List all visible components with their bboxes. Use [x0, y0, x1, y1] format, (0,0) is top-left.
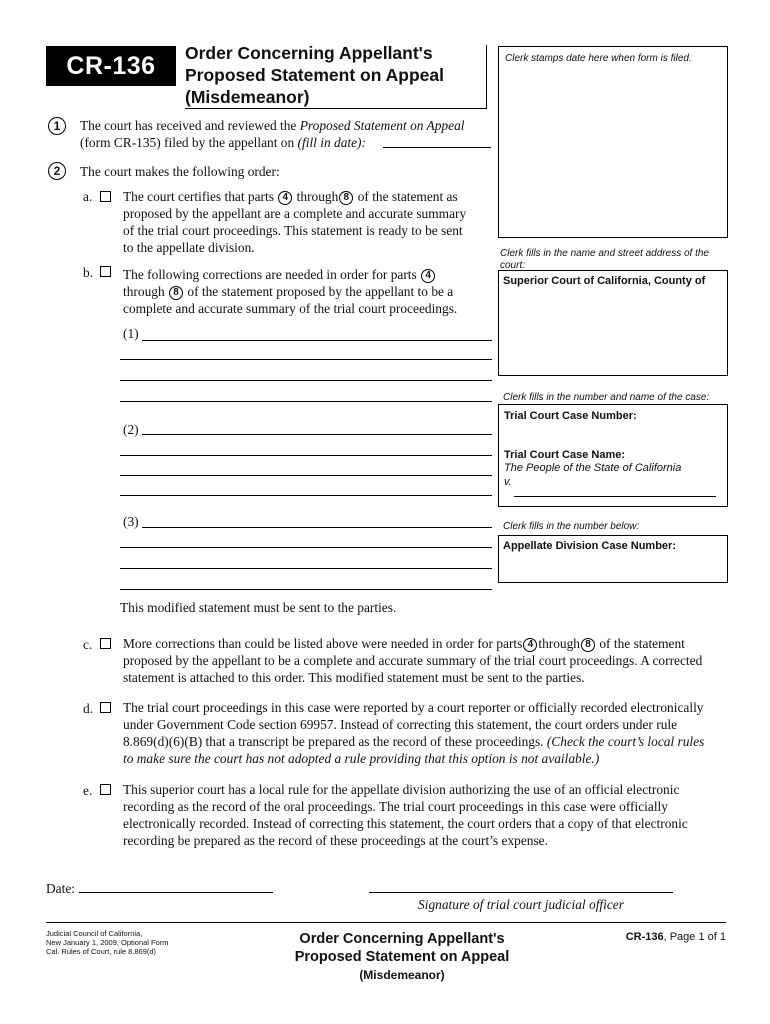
title-line-3: (Misdemeanor)	[185, 87, 310, 107]
footer-left-1: Judicial Council of California,	[46, 929, 143, 938]
option-a-letter: a.	[83, 189, 93, 204]
footer-left-3: Cal. Rules of Court, rule 8.869(d)	[46, 947, 157, 956]
footer-title-3: (Misdemeanor)	[359, 968, 445, 982]
modified-note: This modified statement must be sent to the parties.	[120, 600, 397, 615]
a-l1-c: of the statement as	[357, 189, 458, 204]
form-code-badge	[46, 46, 176, 86]
case-hint: Clerk fills in the number and name of the case:	[503, 392, 710, 403]
option-d-text	[123, 699, 753, 767]
case-number-label: Trial Court Case Number:	[504, 410, 637, 422]
option-a-text	[123, 188, 493, 256]
correction-3-line-2[interactable]	[120, 547, 492, 548]
option-c-line-2: proposed by the appellant to be a complete and accurate summary of the trial court proceedings. A corrected	[123, 653, 703, 668]
option-b-text	[123, 266, 493, 317]
title-line-2: Proposed Statement on Appeal	[185, 65, 444, 85]
option-d-line-3	[123, 733, 753, 750]
date-label: Date:	[46, 881, 75, 896]
court-hint-line-2: court:	[500, 260, 526, 271]
option-d-checkbox[interactable]	[100, 702, 111, 713]
correction-3-label: (3)	[123, 514, 139, 529]
appellate-label: Appellate Division Case Number:	[503, 540, 676, 552]
item-1-line-2	[80, 134, 490, 151]
b-l1: The following corrections are needed in order for parts	[123, 267, 417, 282]
option-a-line-4: to the appellate division.	[123, 240, 255, 255]
title-divider	[185, 108, 487, 109]
option-a-line-3: of the trial court proceedings. This statement is ready to be sent	[123, 223, 463, 238]
option-b-letter: b.	[83, 265, 94, 280]
correction-1-line-2[interactable]	[120, 359, 492, 360]
clerk-stamp-hint: Clerk stamps date here when form is filed.	[505, 53, 692, 64]
option-c-line-1	[123, 635, 743, 652]
correction-1-label: (1)	[123, 326, 139, 341]
option-a-checkbox[interactable]	[100, 191, 111, 202]
signature-label: Signature of trial court judicial officer	[418, 897, 624, 912]
option-b-line-1	[123, 266, 493, 283]
option-c-text	[123, 635, 743, 686]
case-name-value: The People of the State of California	[504, 462, 682, 474]
title-divider-vertical	[486, 45, 487, 109]
part-8-circle: 8	[339, 191, 353, 205]
court-hint-line-1: Clerk fills in the name and street address of the	[500, 248, 709, 259]
option-d-line-4: to make sure the court has not adopted a rule providing that this option is not available.)	[123, 751, 600, 766]
option-b-checkbox[interactable]	[100, 266, 111, 277]
correction-3-line-1[interactable]	[142, 527, 492, 528]
correction-2-line-4[interactable]	[120, 495, 492, 496]
correction-3-line-3[interactable]	[120, 568, 492, 569]
a-l1-a: The court certifies that parts	[123, 189, 274, 204]
case-v: v.	[504, 476, 512, 488]
court-label: Superior Court of California, County of	[503, 275, 706, 287]
correction-1-line-1[interactable]	[142, 340, 492, 341]
date-field[interactable]	[79, 892, 273, 893]
option-b-line-3: complete and accurate summary of the trial court proceedings.	[123, 301, 458, 316]
clerk-stamp-box[interactable]	[498, 46, 728, 238]
option-d-line-2: under Government Code section 69957. Instead of correcting this statement, the court orders under rule	[123, 717, 678, 732]
item-2-intro: The court makes the following order:	[80, 164, 280, 179]
option-c-line-3: statement is attached to this order. This modified statement must be sent to the parties.	[123, 670, 585, 685]
option-e-line-1: This superior court has a local rule for the appellate division authorizing the use of an official electronic	[123, 782, 680, 797]
option-a-line-1	[123, 188, 493, 205]
title-line-1: Order Concerning Appellant's	[185, 43, 433, 63]
correction-2-label: (2)	[123, 422, 139, 437]
correction-3-line-4[interactable]	[120, 589, 492, 590]
item-1-line-1	[80, 117, 490, 134]
item-2-number-text: 2	[53, 164, 61, 178]
part-4-circle: 4	[523, 638, 537, 652]
item-1-line-2-a: (form CR-135) filed by the appellant on	[80, 135, 298, 150]
option-e-checkbox[interactable]	[100, 784, 111, 795]
item-1-line-1-a: The court has received and reviewed the	[80, 118, 300, 133]
footer-left-2: New January 1, 2009, Optional Form	[46, 938, 169, 947]
correction-2-line-1[interactable]	[142, 434, 492, 435]
court-hint	[500, 248, 730, 272]
option-d-letter: d.	[83, 701, 94, 716]
footer-page	[560, 931, 726, 943]
correction-1-line-3[interactable]	[120, 380, 492, 381]
footer-code: CR-136	[625, 931, 664, 943]
appellate-hint: Clerk fills in the number below:	[503, 521, 640, 532]
item-1-line-1-b: Proposed Statement on Appeal	[299, 118, 465, 133]
case-name-label: Trial Court Case Name:	[504, 449, 626, 461]
option-b-line-2	[123, 283, 493, 300]
option-e-line-3: electronically recorded. Instead of correcting this statement, the court orders that a copy of that electronic	[123, 816, 688, 831]
option-e-line-4: recording be prepared as the record of these proceedings at the court’s expense.	[123, 833, 548, 848]
item-1-line-2-b: (fill in date):	[297, 135, 366, 150]
footer-left	[46, 929, 169, 956]
footer-title-2: Proposed Statement on Appeal	[294, 949, 510, 965]
option-e-letter: e.	[83, 783, 93, 798]
option-e-text	[123, 781, 753, 849]
c-l1-b: through	[538, 636, 580, 651]
footer-divider	[46, 922, 726, 923]
signature-field[interactable]	[369, 892, 673, 893]
part-8-circle: 8	[581, 638, 595, 652]
option-c-letter: c.	[83, 637, 93, 652]
option-c-checkbox[interactable]	[100, 638, 111, 649]
form-code: CR-136	[66, 51, 156, 80]
part-4-circle: 4	[421, 269, 435, 283]
d-l3-b: (Check the court’s local rules	[546, 734, 705, 749]
correction-2-line-3[interactable]	[120, 475, 492, 476]
filed-date-field[interactable]	[383, 147, 491, 148]
part-8-circle: 8	[169, 286, 183, 300]
c-l1-a: More corrections than could be listed above were needed in order for parts	[123, 636, 523, 651]
correction-2-line-2[interactable]	[120, 455, 492, 456]
b-l2-b: of the statement proposed by the appellant to be a	[187, 284, 454, 299]
option-e-line-2: recording as the record of the oral proceedings. The trial court proceedings in this case were officially	[123, 799, 668, 814]
b-l2-a: through	[123, 284, 165, 299]
item-1-number-text: 1	[53, 119, 61, 133]
footer-title	[272, 930, 532, 984]
part-4-circle: 4	[278, 191, 292, 205]
c-l1-c: of the statement	[599, 636, 685, 651]
footer-title-1: Order Concerning Appellant's	[299, 931, 505, 947]
correction-1-line-4[interactable]	[120, 401, 492, 402]
footer-page-number: , Page 1 of 1	[663, 931, 726, 943]
a-l1-b: through	[296, 189, 339, 204]
option-d-line-1: The trial court proceedings in this case were reported by a court reporter or officially recorded electronically	[123, 700, 704, 715]
d-l3-a: 8.869(d)(6)(B) that a transcript be prepared as the record of these proceedings.	[123, 734, 547, 749]
item-1-text	[80, 117, 490, 151]
form-title	[185, 42, 485, 108]
option-a-line-2: proposed by the appellant are a complete and accurate summary	[123, 206, 467, 221]
item-1-number	[48, 117, 66, 135]
item-2-number	[48, 162, 66, 180]
case-name-line[interactable]	[514, 496, 716, 497]
